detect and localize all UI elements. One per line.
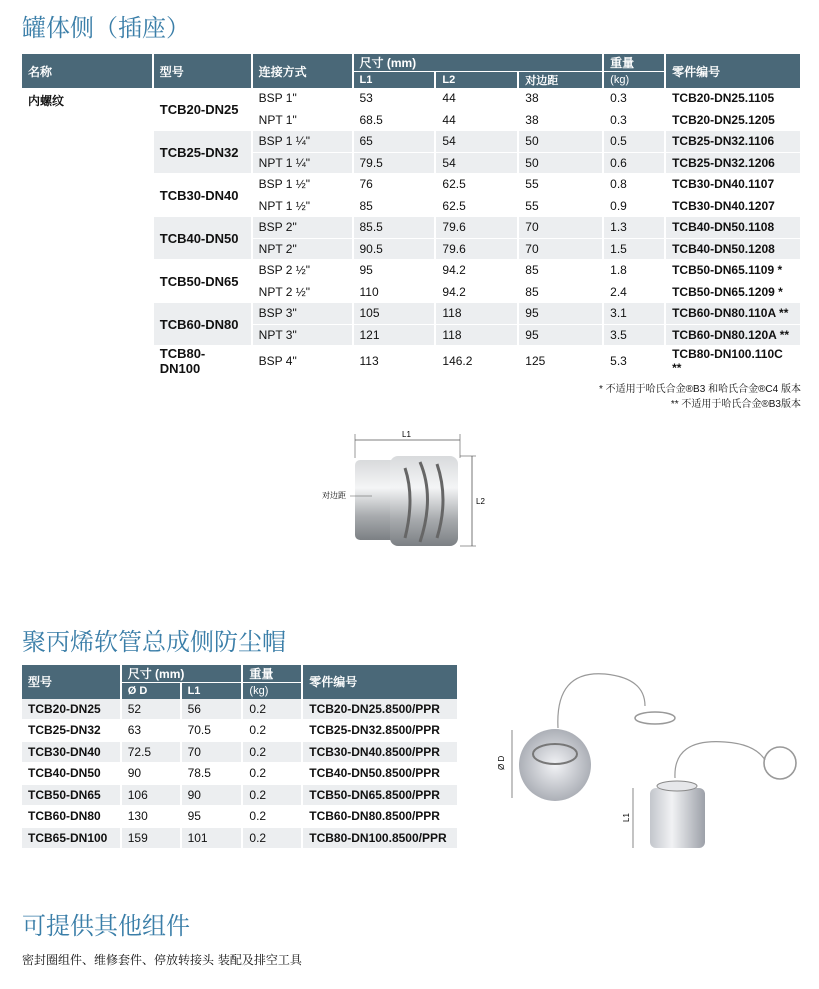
part-number-cell: TCB60-DN80.120A **	[665, 324, 801, 346]
part-number-cell: TCB30-DN40.1107	[665, 174, 801, 196]
header-l2: L2	[435, 72, 518, 89]
cell-w: 0.9	[603, 195, 665, 217]
cell-w: 0.8	[603, 174, 665, 196]
cell-l2: 118	[435, 324, 518, 346]
cell-l1: 101	[181, 827, 243, 849]
cell-conn: BSP 1 ¼"	[252, 131, 353, 153]
table-row	[22, 88, 801, 109]
cell-model: TCB40-DN50	[22, 763, 121, 785]
cell-conn: NPT 2"	[252, 238, 353, 260]
cell-conn: BSP 2 ½"	[252, 260, 353, 282]
cell-l2: 94.2	[435, 281, 518, 303]
cell-conn: BSP 1"	[252, 88, 353, 109]
cell-af: 50	[518, 152, 603, 174]
fig-od-label: Ø D	[497, 755, 506, 770]
cap-header-weight: 重量	[242, 665, 302, 683]
cell-af: 70	[518, 217, 603, 239]
part-number-cell: TCB60-DN80.8500/PPR	[302, 806, 458, 828]
table-row	[22, 763, 458, 785]
cell-l1: 85.5	[353, 217, 436, 239]
model-cell: TCB20-DN25	[153, 88, 252, 131]
cap-header-model: 型号	[22, 665, 121, 699]
part-number-cell: TCB25-DN32.1206	[665, 152, 801, 174]
cell-w: 2.4	[603, 281, 665, 303]
header-size: 尺寸 (mm)	[353, 54, 604, 72]
cell-model: TCB30-DN40	[22, 741, 121, 763]
part-number-cell: TCB30-DN40.8500/PPR	[302, 741, 458, 763]
header-l1: L1	[353, 72, 436, 89]
cell-conn: BSP 1 ½"	[252, 174, 353, 196]
cell-af: 55	[518, 174, 603, 196]
cell-od: 130	[121, 806, 181, 828]
section-title-coupling: 罐体侧（插座）	[22, 14, 190, 42]
section-title-other-parts: 可提供其他组件	[22, 912, 190, 940]
cell-od: 63	[121, 720, 181, 742]
header-weight: 重量	[603, 54, 665, 72]
cell-l2: 79.6	[435, 217, 518, 239]
cell-l1: 70.5	[181, 720, 243, 742]
model-cell: TCB30-DN40	[153, 174, 252, 217]
part-number-cell: TCB40-DN50.1208	[665, 238, 801, 260]
cell-af: 95	[518, 303, 603, 325]
cell-od: 90	[121, 763, 181, 785]
part-number-cell: TCB20-DN25.1105	[665, 88, 801, 109]
cell-l2: 62.5	[435, 195, 518, 217]
cell-od: 72.5	[121, 741, 181, 763]
table-row	[22, 699, 458, 720]
header-weight-unit: (kg)	[603, 72, 665, 89]
cell-af: 85	[518, 281, 603, 303]
part-number-cell: TCB50-DN65.8500/PPR	[302, 784, 458, 806]
cell-l1: 65	[353, 131, 436, 153]
cell-l2: 54	[435, 131, 518, 153]
cell-model: TCB50-DN65	[22, 784, 121, 806]
section-title-dust-cap: 聚丙烯软管总成侧防尘帽	[22, 628, 286, 656]
cell-conn: NPT 1 ¼"	[252, 152, 353, 174]
cell-l1: 95	[353, 260, 436, 282]
cell-l2: 118	[435, 303, 518, 325]
cell-l1: 90.5	[353, 238, 436, 260]
cap-header-od: Ø D	[121, 683, 181, 699]
cell-l1: 56	[181, 699, 243, 720]
cell-l1: 53	[353, 88, 436, 109]
type-cell: 内螺纹	[22, 88, 153, 377]
cell-af: 70	[518, 238, 603, 260]
cell-conn: BSP 2"	[252, 217, 353, 239]
cell-model: TCB60-DN80	[22, 806, 121, 828]
cap-header-part-number: 零件编号	[302, 665, 458, 699]
part-number-cell: TCB20-DN25.1205	[665, 109, 801, 131]
part-number-cell: TCB50-DN65.1109 *	[665, 260, 801, 282]
cell-w: 0.2	[242, 806, 302, 828]
model-cell: TCB25-DN32	[153, 131, 252, 174]
cell-l2: 62.5	[435, 174, 518, 196]
footnote-single: * 不适用于哈氏合金®B3 和哈氏合金®C4 版本	[599, 384, 801, 395]
dust-cap-diagram	[495, 668, 805, 858]
cell-conn: BSP 4"	[252, 346, 353, 377]
cell-w: 0.3	[603, 109, 665, 131]
cell-af: 125	[518, 346, 603, 377]
cell-l1: 79.5	[353, 152, 436, 174]
cell-w: 5.3	[603, 346, 665, 377]
hex-nut	[355, 460, 395, 540]
cell-conn: NPT 3"	[252, 324, 353, 346]
coupling-diagram	[310, 428, 500, 553]
header-model: 型号	[153, 54, 252, 88]
table-row	[22, 827, 458, 849]
cell-w: 3.1	[603, 303, 665, 325]
header-across-flats: 对边距	[518, 72, 603, 89]
fig-l1-label: L1	[402, 430, 411, 439]
cell-conn: BSP 3"	[252, 303, 353, 325]
part-number-cell: TCB30-DN40.1207	[665, 195, 801, 217]
cell-l1: 110	[353, 281, 436, 303]
cap-header-l1: L1	[181, 683, 243, 699]
cell-af: 95	[518, 324, 603, 346]
footnote-double: ** 不适用于哈氏合金®B3版本	[670, 399, 801, 410]
cell-l1: 95	[181, 806, 243, 828]
cell-l1: 68.5	[353, 109, 436, 131]
cap-side	[650, 788, 705, 848]
part-number-cell: TCB25-DN32.8500/PPR	[302, 720, 458, 742]
cell-l1: 76	[353, 174, 436, 196]
cell-af: 50	[518, 131, 603, 153]
cap-header-weight-unit: (kg)	[242, 683, 302, 699]
header-part-number: 零件编号	[665, 54, 801, 88]
part-number-cell: TCB40-DN50.8500/PPR	[302, 763, 458, 785]
part-number-cell: TCB40-DN50.1108	[665, 217, 801, 239]
cell-l2: 146.2	[435, 346, 518, 377]
cell-af: 38	[518, 88, 603, 109]
cell-l2: 44	[435, 109, 518, 131]
cell-od: 159	[121, 827, 181, 849]
cell-conn: NPT 2 ½"	[252, 281, 353, 303]
part-number-cell: TCB80-DN100.8500/PPR	[302, 827, 458, 849]
cell-conn: NPT 1 ½"	[252, 195, 353, 217]
part-number-cell: TCB50-DN65.1209 *	[665, 281, 801, 303]
model-cell: TCB40-DN50	[153, 217, 252, 260]
table-row	[22, 720, 458, 742]
cell-l1: 113	[353, 346, 436, 377]
model-cell: TCB50-DN65	[153, 260, 252, 303]
cell-l2: 54	[435, 152, 518, 174]
cell-conn: NPT 1"	[252, 109, 353, 131]
fig-l2-label: L2	[476, 497, 485, 506]
cell-w: 0.5	[603, 131, 665, 153]
cell-l2: 94.2	[435, 260, 518, 282]
cell-l2: 79.6	[435, 238, 518, 260]
cell-w: 1.3	[603, 217, 665, 239]
cell-w: 0.2	[242, 763, 302, 785]
cell-w: 1.8	[603, 260, 665, 282]
table-row	[22, 806, 458, 828]
cell-l1: 105	[353, 303, 436, 325]
cell-w: 0.6	[603, 152, 665, 174]
cell-l1: 121	[353, 324, 436, 346]
dust-cap-spec-table	[22, 665, 459, 849]
cell-w: 0.2	[242, 720, 302, 742]
cell-l1: 90	[181, 784, 243, 806]
cell-af: 85	[518, 260, 603, 282]
table-row	[22, 741, 458, 763]
cell-od: 106	[121, 784, 181, 806]
model-cell: TCB60-DN80	[153, 303, 252, 346]
cell-af: 38	[518, 109, 603, 131]
cell-l1: 70	[181, 741, 243, 763]
header-connection: 连接方式	[252, 54, 353, 88]
cell-model: TCB65-DN100	[22, 827, 121, 849]
part-number-cell: TCB20-DN25.8500/PPR	[302, 699, 458, 720]
cell-w: 3.5	[603, 324, 665, 346]
cell-af: 55	[518, 195, 603, 217]
part-number-cell: TCB80-DN100.110C **	[665, 346, 801, 377]
cell-w: 0.2	[242, 699, 302, 720]
cell-od: 52	[121, 699, 181, 720]
cell-model: TCB20-DN25	[22, 699, 121, 720]
part-number-cell: TCB25-DN32.1106	[665, 131, 801, 153]
cell-w: 0.2	[242, 741, 302, 763]
cell-w: 0.2	[242, 784, 302, 806]
table-row	[22, 784, 458, 806]
other-parts-text: 密封圈组件、维修套件、停放转接头 装配及排空工具	[22, 953, 302, 967]
part-number-cell: TCB60-DN80.110A **	[665, 303, 801, 325]
header-name: 名称	[22, 54, 153, 88]
cell-l1: 85	[353, 195, 436, 217]
cell-l1: 78.5	[181, 763, 243, 785]
cell-w: 0.3	[603, 88, 665, 109]
cell-w: 0.2	[242, 827, 302, 849]
cell-model: TCB25-DN32	[22, 720, 121, 742]
model-cell: TCB80-DN100	[153, 346, 252, 377]
fig-cap-l1-label: L1	[622, 813, 631, 822]
cap-header-size: 尺寸 (mm)	[121, 665, 243, 683]
coupling-spec-table	[22, 54, 802, 377]
cell-l2: 44	[435, 88, 518, 109]
fig-af-label: 对边距	[322, 491, 346, 500]
cell-w: 1.5	[603, 238, 665, 260]
